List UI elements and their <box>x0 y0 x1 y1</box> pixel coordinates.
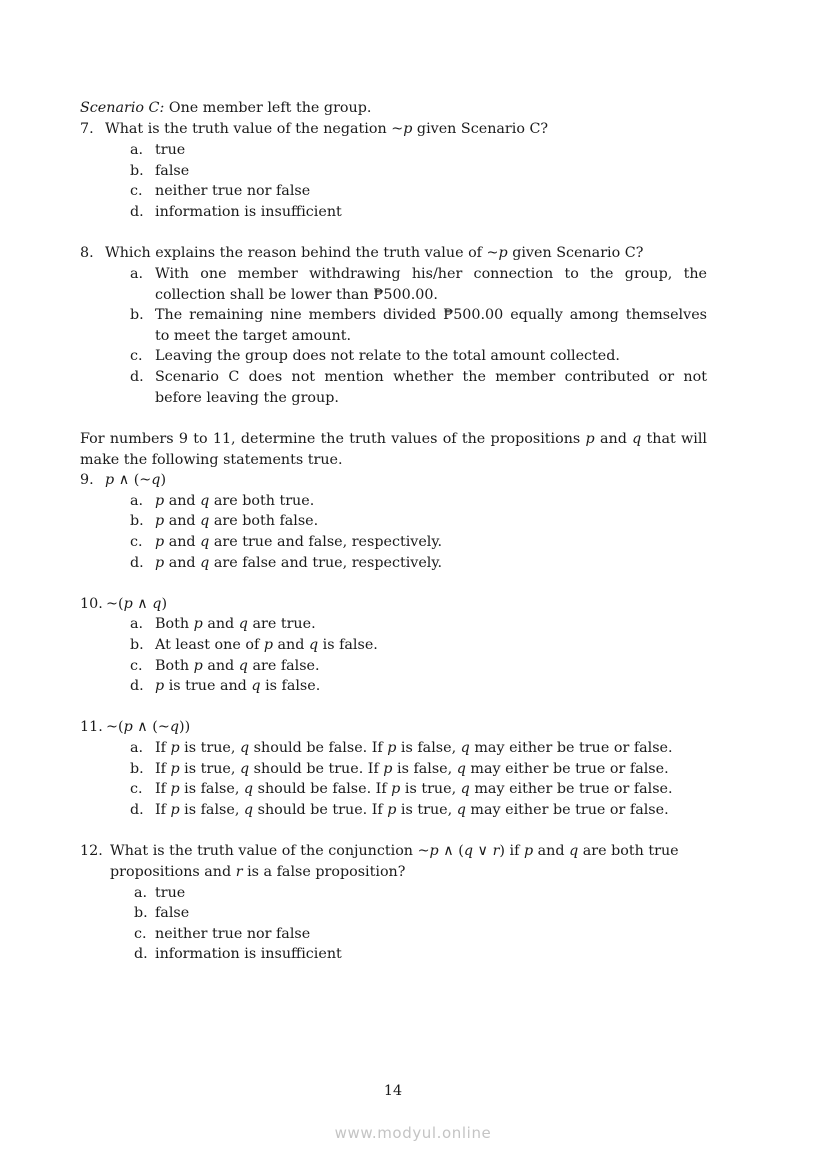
operator: ∧ (~ <box>132 719 170 735</box>
text: If <box>155 740 171 756</box>
var-q: q <box>463 843 473 859</box>
var-p: p <box>170 781 180 797</box>
instructions-line-2: make the following statements true. <box>80 452 343 468</box>
var-q: q <box>569 843 579 859</box>
var-p: p <box>155 493 165 509</box>
text: and <box>594 431 633 447</box>
option-letter: b. <box>130 761 144 777</box>
text: should be false. If <box>253 781 392 797</box>
option-d <box>155 553 442 574</box>
option-letter: d. <box>130 369 144 385</box>
var-q: q <box>200 493 210 509</box>
var-q: q <box>456 802 466 818</box>
option-letter: d. <box>130 555 144 571</box>
var-q: q <box>308 637 319 653</box>
question-stem-line-2 <box>110 862 405 883</box>
var-not-p: ~p <box>417 843 439 859</box>
option-letter: b. <box>130 513 144 529</box>
option-letter: c. <box>130 348 143 364</box>
stem-text: given Scenario C? <box>412 121 549 137</box>
text: may either be true or false. <box>465 761 669 777</box>
var-p: p <box>391 781 401 797</box>
text: is false, <box>179 781 244 797</box>
operator: ∧ <box>132 596 153 612</box>
var-q: q <box>251 678 261 694</box>
var-r: r <box>492 843 500 859</box>
option-a: true <box>155 142 186 158</box>
operator: ~( <box>106 719 124 735</box>
text: may either be true or false. <box>469 781 673 797</box>
scenario-c-line <box>80 98 371 119</box>
question-stem <box>105 119 548 140</box>
text: that will <box>641 431 707 447</box>
text: are true and false, respectively. <box>209 534 443 550</box>
var-p: p <box>123 596 133 612</box>
var-q: q <box>169 719 179 735</box>
text: is false, <box>392 761 457 777</box>
stem-text: What is the truth value of the negation <box>105 121 392 137</box>
text: and <box>164 513 201 529</box>
text: Both <box>155 616 194 632</box>
operator: ∨ <box>473 843 493 859</box>
text: are false and true, respectively. <box>209 555 443 571</box>
stem-math: ~p <box>486 245 508 261</box>
option-b: false <box>155 163 190 179</box>
text: For numbers 9 to 11, determine the truth values of the propositions <box>80 431 586 447</box>
var-p: p <box>170 761 180 777</box>
text: is true, <box>179 761 240 777</box>
option-d <box>155 800 669 821</box>
text: are both true <box>578 843 679 859</box>
operator: ) <box>161 596 168 612</box>
text: is false, <box>179 802 244 818</box>
var-q: q <box>152 596 162 612</box>
var-q: q <box>632 431 642 447</box>
var-q: q <box>243 802 254 818</box>
var-q: q <box>239 761 250 777</box>
question-stem <box>105 243 643 264</box>
text: are true. <box>247 616 316 632</box>
var-q: q <box>238 658 248 674</box>
option-c <box>155 532 442 553</box>
option-letter: c. <box>134 926 147 942</box>
scenario-label: Scenario C: <box>80 100 165 116</box>
question-number: 8. <box>80 245 94 261</box>
text: and <box>533 843 570 859</box>
option-a <box>155 491 314 512</box>
operator: )) <box>179 719 191 735</box>
question-number: 10. <box>80 596 103 612</box>
option-b <box>155 635 378 656</box>
option-d: information is insufficient <box>155 946 342 962</box>
option-letter: c. <box>130 183 143 199</box>
text: is a false proposition? <box>242 864 406 880</box>
option-a: true <box>155 885 186 901</box>
var-p: p <box>170 802 180 818</box>
option-d <box>155 676 320 697</box>
option-b: false <box>155 905 190 921</box>
text: is true and <box>164 678 252 694</box>
var-p: p <box>155 513 165 529</box>
text: should be true. If <box>253 802 388 818</box>
text: If <box>155 781 171 797</box>
question-expression <box>106 594 167 615</box>
question-expression <box>106 717 190 738</box>
var-p: p <box>155 555 165 571</box>
option-d: information is insufficient <box>155 204 342 220</box>
operator: ∧ ( <box>438 843 464 859</box>
var-p: p <box>387 740 397 756</box>
text: propositions and <box>110 864 236 880</box>
var-p: p <box>585 431 595 447</box>
text: should be false. If <box>249 740 388 756</box>
option-letter: a. <box>130 740 144 756</box>
text: is true, <box>396 802 457 818</box>
option-letter: d. <box>130 802 144 818</box>
text: and <box>272 637 309 653</box>
var-q: q <box>200 555 210 571</box>
operator: ) <box>160 472 167 488</box>
var-p: p <box>383 761 393 777</box>
question-expression <box>105 470 166 491</box>
var-p: p <box>387 802 397 818</box>
var-p: p <box>155 678 165 694</box>
option-letter: b. <box>130 163 144 179</box>
stem-math: ~p <box>391 121 413 137</box>
question-number: 12. <box>80 843 103 859</box>
option-letter: b. <box>130 307 144 323</box>
option-letter: a. <box>130 142 144 158</box>
var-q: q <box>239 740 250 756</box>
var-p: p <box>123 719 133 735</box>
option-d-line-1: Scenario C does not mention whether the member contributed or not <box>155 369 707 385</box>
option-letter: c. <box>130 658 143 674</box>
text: and <box>164 493 201 509</box>
text: If <box>155 802 171 818</box>
option-letter: b. <box>130 637 144 653</box>
text: is false. <box>260 678 321 694</box>
stem-text: given Scenario C? <box>507 245 644 261</box>
var-p: p <box>193 616 203 632</box>
text: are both false. <box>209 513 319 529</box>
stem-text: Which explains the reason behind the truth value of <box>105 245 487 261</box>
text: and <box>202 616 239 632</box>
page-number: 14 <box>383 1083 403 1099</box>
option-d-line-2: before leaving the group. <box>155 390 339 406</box>
option-b <box>155 759 669 780</box>
option-a <box>155 738 673 759</box>
option-c-line-1: Leaving the group does not relate to the total amount collected. <box>155 348 620 364</box>
option-b-line-1: The remaining nine members divided ₱500.00 equally among themselves <box>155 307 707 323</box>
option-a-line-2: collection shall be lower than ₱500.00. <box>155 287 438 303</box>
option-a-line-1: With one member withdrawing his/her connection to the group, the <box>155 266 707 282</box>
option-letter: d. <box>130 204 144 220</box>
scenario-text: One member left the group. <box>164 100 372 116</box>
text: is true, <box>400 781 461 797</box>
question-number: 7. <box>80 121 94 137</box>
text: If <box>155 761 171 777</box>
instructions-line-1 <box>80 429 707 450</box>
option-letter: c. <box>130 781 143 797</box>
question-number: 11. <box>80 719 103 735</box>
text: are both true. <box>209 493 315 509</box>
var-p: p <box>523 843 534 859</box>
option-letter: b. <box>134 905 148 921</box>
text: is false, <box>396 740 461 756</box>
text: should be true. If <box>249 761 384 777</box>
var-q: q <box>151 472 161 488</box>
text: ) if <box>499 843 524 859</box>
var-q: q <box>243 781 254 797</box>
text: At least one of <box>155 637 264 653</box>
option-a <box>155 614 316 635</box>
option-letter: a. <box>134 885 148 901</box>
option-letter: a. <box>130 616 144 632</box>
var-q: q <box>200 534 210 550</box>
text: may either be true or false. <box>465 802 669 818</box>
var-p: p <box>105 472 115 488</box>
text: is false. <box>318 637 378 653</box>
text: may either be true or false. <box>469 740 673 756</box>
question-stem-line-1 <box>110 841 679 862</box>
var-p: p <box>170 740 180 756</box>
option-c: neither true nor false <box>155 183 311 199</box>
option-letter: c. <box>130 534 143 550</box>
var-p: p <box>155 534 165 550</box>
option-c <box>155 656 320 677</box>
option-letter: d. <box>130 678 144 694</box>
text: and <box>164 555 201 571</box>
var-q: q <box>456 761 466 777</box>
var-q: q <box>200 513 210 529</box>
var-q: q <box>460 781 470 797</box>
text: What is the truth value of the conjunction <box>110 843 418 859</box>
option-letter: d. <box>134 946 148 962</box>
var-p: p <box>193 658 203 674</box>
var-r: r <box>235 864 243 880</box>
var-q: q <box>460 740 470 756</box>
var-p: p <box>263 637 273 653</box>
text: is true, <box>179 740 240 756</box>
option-c <box>155 779 673 800</box>
operator: ~( <box>106 596 124 612</box>
option-letter: a. <box>130 493 144 509</box>
watermark: www.modyul.online <box>334 1124 492 1142</box>
option-c: neither true nor false <box>155 926 311 942</box>
option-letter: a. <box>130 266 144 282</box>
text: are false. <box>247 658 320 674</box>
text: and <box>202 658 239 674</box>
var-q: q <box>238 616 248 632</box>
operator: ∧ (~ <box>114 472 152 488</box>
text: Both <box>155 658 194 674</box>
option-b <box>155 511 318 532</box>
option-b-line-2: to meet the target amount. <box>155 328 352 344</box>
text: and <box>164 534 201 550</box>
question-number: 9. <box>80 472 94 488</box>
